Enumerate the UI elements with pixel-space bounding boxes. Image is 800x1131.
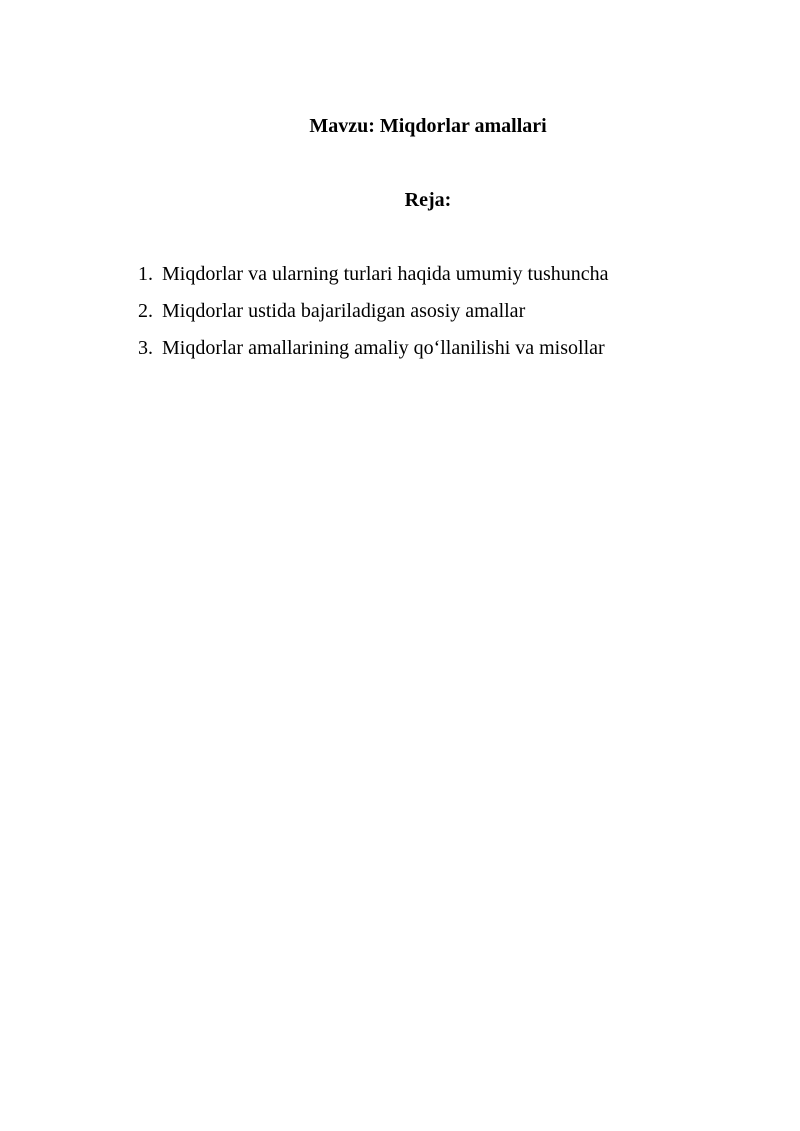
plan-item-text: Miqdorlar ustida bajariladigan asosiy amallar (162, 300, 526, 322)
plan-item-text: Miqdorlar va ularning turlari haqida umumiy tushuncha (162, 263, 609, 285)
plan-item (138, 262, 609, 286)
plan-item (138, 299, 609, 323)
document-title: Mavzu: Miqdorlar amallari (309, 115, 547, 137)
plan-item-number: 3. (138, 337, 153, 359)
plan-item-text: Miqdorlar amallarining amaliy qo‘llanilishi va misollar (162, 337, 605, 359)
plan-heading: Reja: (404, 189, 452, 211)
plan-item (138, 336, 609, 360)
plan-item-number: 1. (138, 263, 153, 285)
plan-list (138, 262, 609, 373)
plan-item-number: 2. (138, 300, 153, 322)
